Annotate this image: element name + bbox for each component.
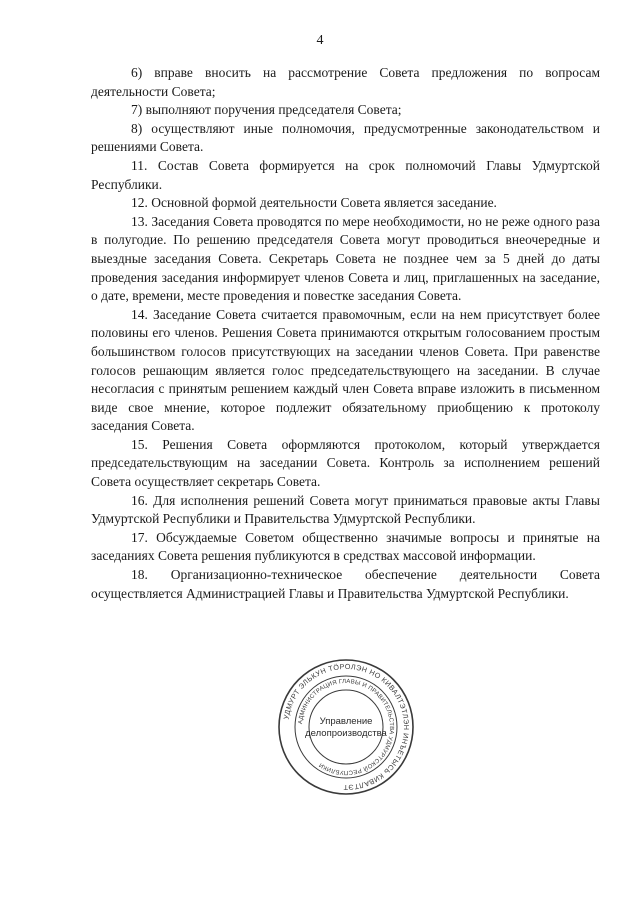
paragraph-clause-14: 14. Заседание Совета считается правомочным, если на нем присутствует более половины его членов. Решения Совета принимаются открытым голосованием простым большинством голосов присутствующих на заседании членов Совета. При равенстве голосов решающим является голос председательствующего на заседании. В случае несогласия с принятым решением каждый член Совета вправе изложить в письменном виде свое мнение, которое подлежит обязательному приобщению к протоколу заседания Совета. <box>91 306 600 434</box>
paragraph-item-6: 6) вправе вносить на рассмотрение Совета предложения по вопросам деятельности Совета; <box>91 65 600 99</box>
seal-center-line-2: делопроизводства <box>305 728 387 739</box>
seal-outer-ring-text: УДМУРТ ЭЛЬКУН ТӦРОЛЭН НО КИВАЛТЭТЛЭН ИНЪЕТЫСЬ КИВАЛТЭТ <box>281 661 412 793</box>
paragraph-clause-12: 12. Основной формой деятельности Совета является заседание. <box>131 195 497 211</box>
paragraph-clause-16: 16. Для исполнения решений Совета могут приниматься правовые акты Главы Удмуртской Республики и Правительства Удмуртской Республики. <box>91 492 600 527</box>
paragraph-clause-11: 11. Состав Совета формируется на срок полномочий Главы Удмуртской Республики. <box>91 157 600 192</box>
seal-inner-circle <box>309 690 383 764</box>
official-seal <box>271 658 421 796</box>
paragraph-item-8: 8) осуществляют иные полномочия, предусмотренные законодательством и решениями Совета. <box>91 120 600 155</box>
seal-middle-circle <box>295 676 397 778</box>
paragraph-item-7: 7) выполняют поручения председателя Совета; <box>131 102 402 118</box>
paragraph-clause-15: 15. Решения Совета оформляются протоколом, который утверждается председательствующим на заседании Совета. Контроль за исполнением решений Совета осуществляет секретарь Совета. <box>91 436 600 490</box>
paragraph-clause-17: 17. Обсуждаемые Советом общественно значимые вопросы и принятые на заседаниях Совета решения публикуются в средствах массовой информации. <box>91 529 600 564</box>
seal-inner-ring-text: АДМИНИСТРАЦИЯ ГЛАВЫ И ПРАВИТЕЛЬСТВА УДМУРТСКОЙ РЕСПУБЛИКИ <box>298 678 395 776</box>
document-body <box>91 64 600 603</box>
paragraph-clause-13: 13. Заседания Совета проводятся по мере необходимости, но не реже одного раза в полугодие. По решению председателя Совета могут проводиться внеочередные и выездные заседания Совета. Секретарь Совета не позднее чем за 5 дней до даты проведения заседания информирует членов Совета и лиц, приглашенных на заседание, о дате, времени, месте проведения и повестке заседания Совета. <box>91 213 600 304</box>
paragraph-clause-18: 18. Организационно-техническое обеспечение деятельности Совета осуществляется Администрацией Главы и Правительства Удмуртской Республики. <box>91 567 600 601</box>
page-number: 4 <box>316 33 324 48</box>
seal-center-line-1: Управление <box>319 716 373 727</box>
